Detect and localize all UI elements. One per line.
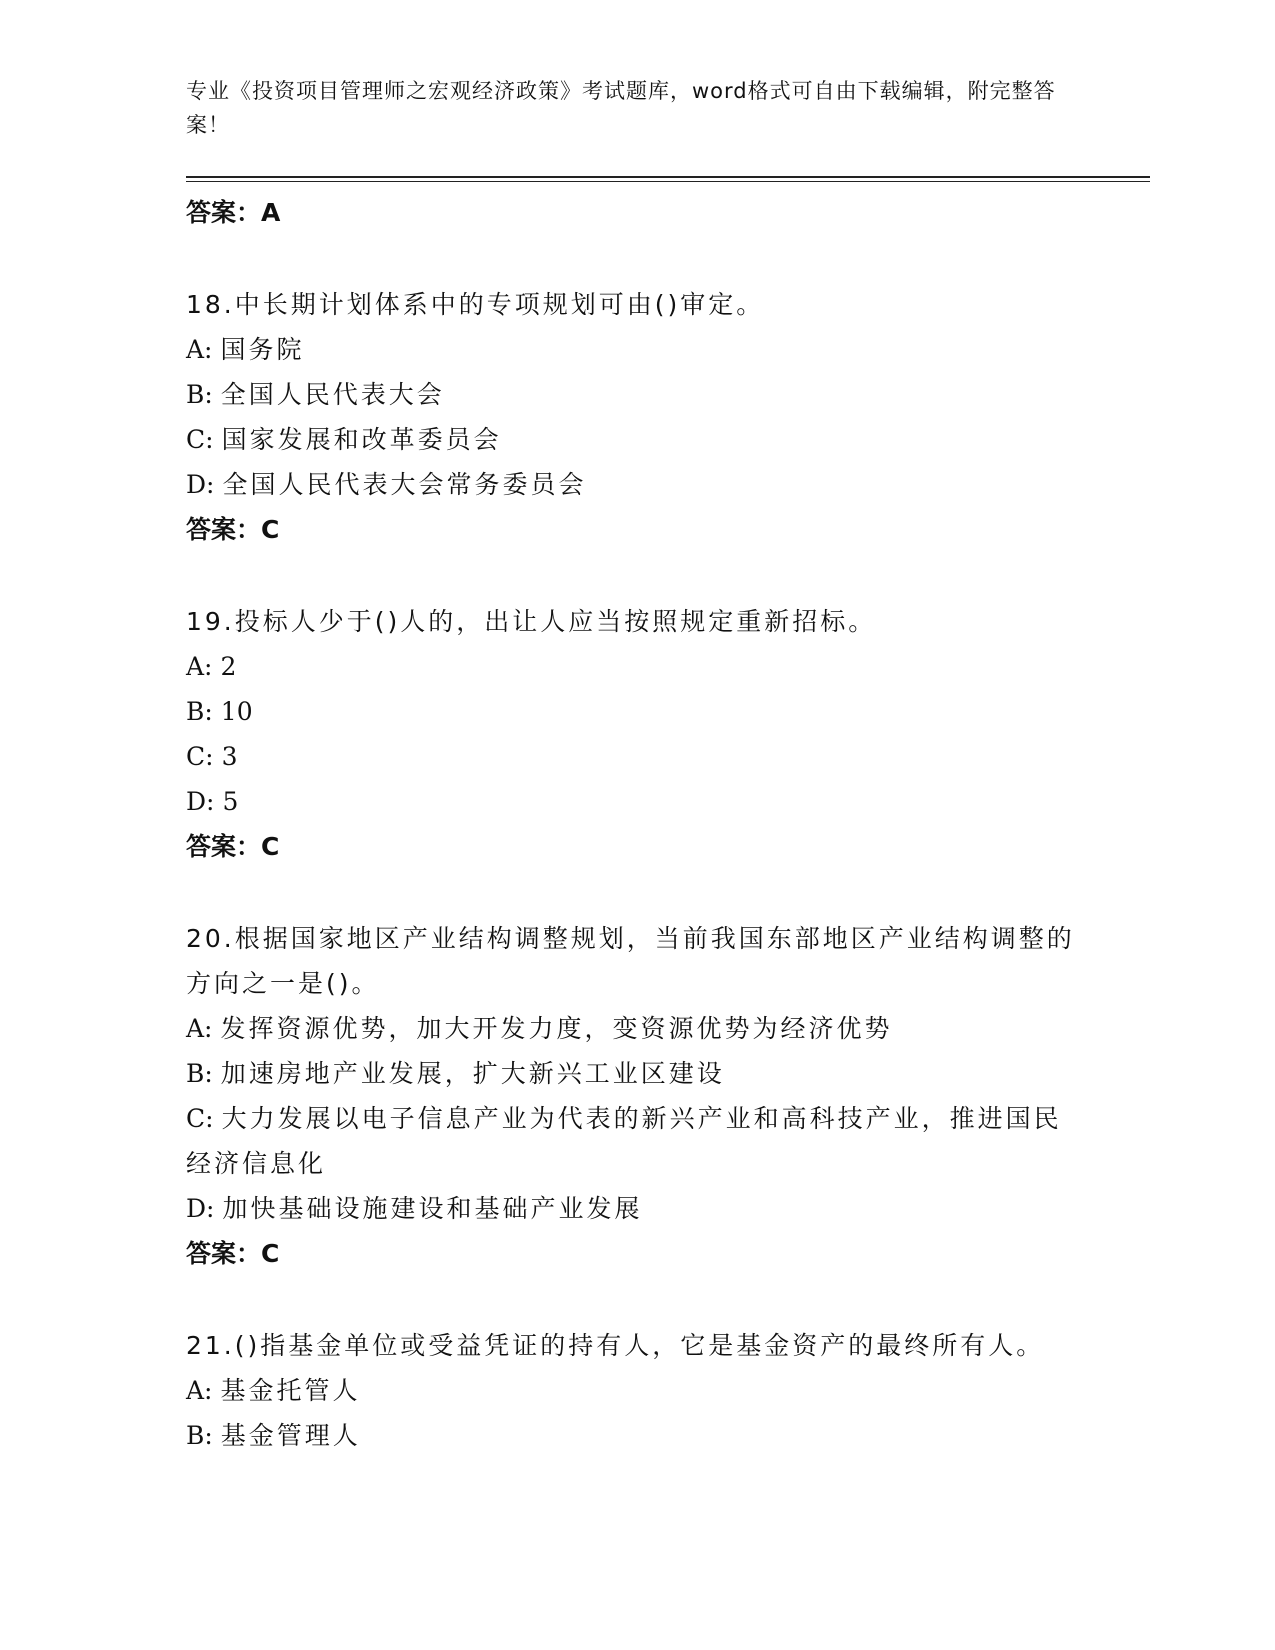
question-stem: 18.中长期计划体系中的专项规划可由()审定。	[186, 290, 765, 319]
option-text: 发挥资源优势，加大开发力度，变资源优势为经济优势	[220, 1014, 893, 1043]
document-header: 专业《投资项目管理师之宏观经济政策》考试题库，word格式可自由下载编辑，附完整答案！	[186, 79, 1056, 137]
answer-line: 答案：C	[186, 1239, 280, 1268]
option-text: 全国人民代表大会	[220, 380, 445, 409]
option-a	[186, 327, 1086, 372]
option-text: 国务院	[220, 335, 305, 364]
option-label: A:	[186, 1014, 213, 1043]
option-text: 基金托管人	[220, 1376, 361, 1405]
option-c	[186, 417, 1086, 462]
option-d	[186, 1186, 1086, 1231]
answer-line: 答案：A	[186, 198, 281, 227]
option-text: 10	[220, 697, 253, 726]
option-text: 2	[220, 652, 237, 681]
option-a	[186, 1006, 1086, 1051]
question-stem: 20.根据国家地区产业结构调整规划，当前我国东部地区产业结构调整的方向之一是()。	[186, 924, 1075, 998]
answer-line: 答案：C	[186, 515, 280, 544]
option-b	[186, 372, 1086, 417]
option-label: D:	[186, 1194, 215, 1223]
option-label: B:	[186, 1421, 213, 1450]
option-c	[186, 1096, 1086, 1186]
option-label: C:	[186, 1104, 214, 1133]
option-label: A:	[186, 335, 213, 364]
option-b	[186, 1413, 1086, 1458]
option-text: 加速房地产业发展，扩大新兴工业区建设	[220, 1059, 725, 1088]
option-label: C:	[186, 742, 214, 771]
option-text: 全国人民代表大会常务委员会	[222, 470, 587, 499]
option-label: D:	[186, 470, 215, 499]
option-b	[186, 1051, 1086, 1096]
option-label: C:	[186, 425, 214, 454]
option-d	[186, 462, 1086, 507]
option-label: D:	[186, 787, 215, 816]
option-a	[186, 644, 1086, 689]
option-text: 3	[221, 742, 238, 771]
option-label: B:	[186, 380, 213, 409]
header-rule-thin	[186, 181, 1150, 182]
option-label: A:	[186, 1376, 213, 1405]
option-text: 国家发展和改革委员会	[221, 425, 502, 454]
question-stem: 21.()指基金单位或受益凭证的持有人，它是基金资产的最终所有人。	[186, 1331, 1045, 1360]
spacer	[186, 552, 1086, 599]
option-text: 基金管理人	[220, 1421, 361, 1450]
option-d	[186, 779, 1086, 824]
option-b	[186, 689, 1086, 734]
option-label: B:	[186, 697, 213, 726]
option-label: A:	[186, 652, 213, 681]
option-text: 大力发展以电子信息产业为代表的新兴产业和高科技产业，推进国民经济信息化	[186, 1104, 1062, 1178]
header-rule-thick	[186, 176, 1150, 178]
option-text: 加快基础设施建设和基础产业发展	[222, 1194, 643, 1223]
option-c	[186, 734, 1086, 779]
option-text: 5	[222, 787, 239, 816]
question-list	[186, 190, 1086, 1458]
option-a	[186, 1368, 1086, 1413]
spacer	[186, 1276, 1086, 1323]
answer-line: 答案：C	[186, 832, 280, 861]
question-stem: 19.投标人少于()人的，出让人应当按照规定重新招标。	[186, 607, 877, 636]
option-label: B:	[186, 1059, 213, 1088]
spacer	[186, 235, 1086, 282]
spacer	[186, 869, 1086, 916]
